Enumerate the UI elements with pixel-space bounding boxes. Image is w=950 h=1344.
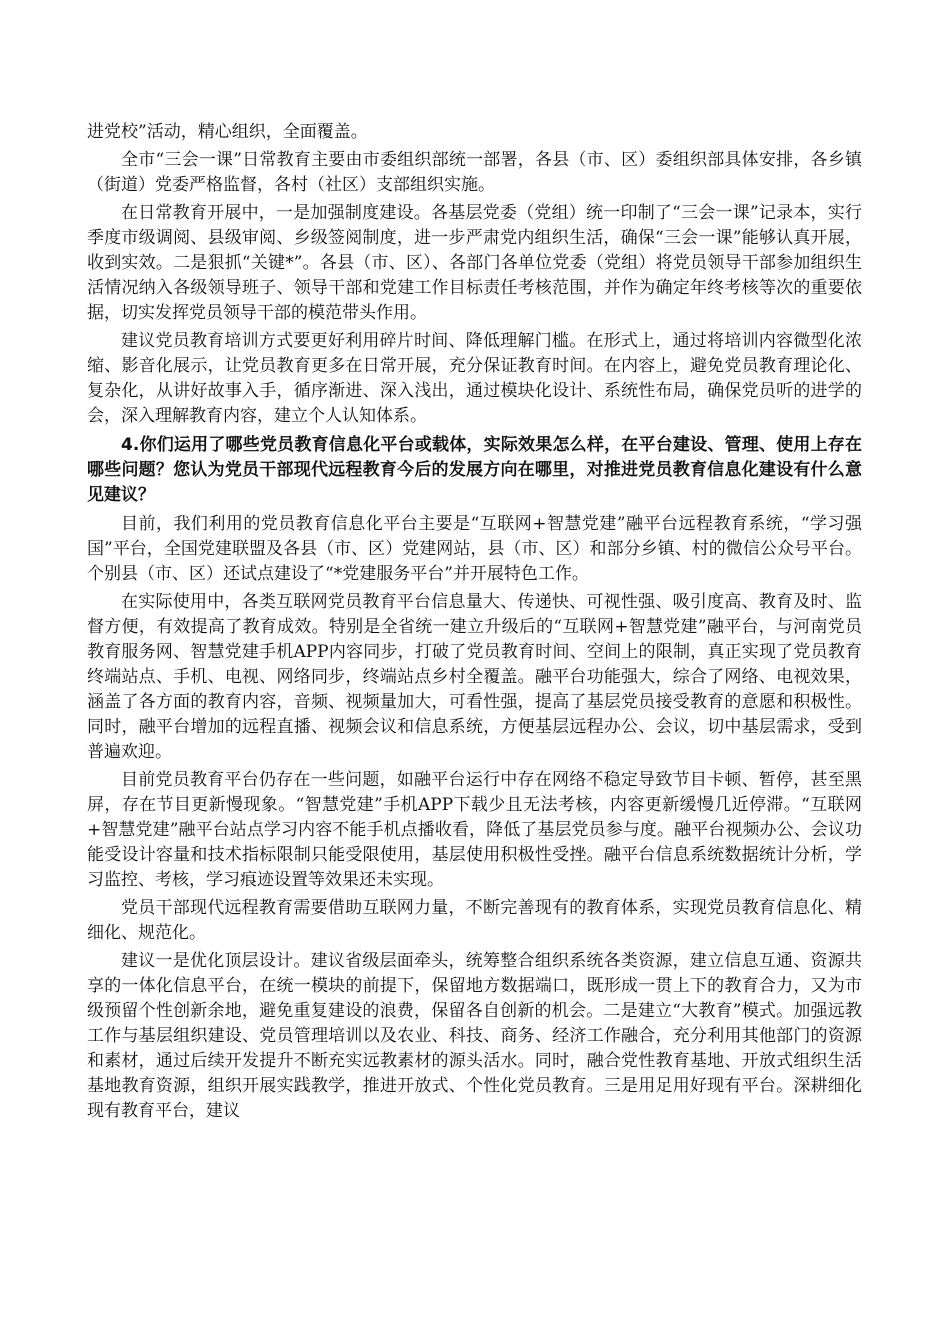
question-heading: 4.你们运用了哪些党员教育信息化平台或载体，实际效果怎么样，在平台建设、管理、使用上存在哪些问题？您认为党员干部现代远程教育今后的发展方向在哪里，对推进党员教育信息化建设有什么意见建议？ [87,435,862,505]
paragraph-daily-education: 在日常教育开展中，一是加强制度建设。各基层党委（党组）统一印制了“三会一课”记录本，实行季度市级调阅、县级审阅、乡级签阅制度，进一步严肃党内组织生活，确保“三会一课”能够认真开展，收到实效。二是狠抓“关键*”。各县（市、区）、各部门各单位党委（党组）将党员领导干部参加组织生活情况纳入各级领导班子、领导干部和党建工作目标责任考核范围，并作为确定年终考核等次的重要依据，切实发挥党员领导干部的模范带头作用。 [87,203,862,323]
paragraph-effects: 在实际使用中，各类互联网党员教育平台信息量大、传递快、可视性强、吸引度高、教育及时、监督方便，有效提高了教育成效。特别是全省统一建立升级后的“互联网+智慧党建”融平台，与河南党员教育服务网、智慧党建手机APP内容同步，打破了党员教育时间、空间上的限制，真正实现了党员教育终端站点、手机、电视、网络同步，终端站点乡村全覆盖。融平台功能强大，综合了网络、电视效果，涵盖了各方面的教育内容，音频、视频量加大，可看性强，提高了基层党员接受教育的意愿和积极性。同时，融平台增加的远程直播、视频会议和信息系统，方便基层远程办公、会议，切中基层需求，受到普遍欢迎。 [87,592,862,762]
paragraph-sanhui-yike: 全市“三会一课”日常教育主要由市委组织部统一部署，各县（市、区）委组织部具体安排，各乡镇（街道）党委严格监督，各村（社区）支部组织实施。 [87,150,862,195]
document-body [87,120,862,1127]
paragraph-platforms: 目前，我们利用的党员教育信息化平台主要是“互联网+智慧党建”融平台远程教育系统，“学习强国”平台，全国党建联盟及各县（市、区）党建网站，县（市、区）和部分乡镇、村的微信公众号平台。个别县（市、区）还试点建设了“*党建服务平台”并开展特色工作。 [87,514,862,584]
paragraph-training-suggestion: 建议党员教育培训方式要更好利用碎片时间、降低理解门槛。在形式上，通过将培训内容微型化浓缩、影音化展示，让党员教育更多在日常开展，充分保证教育时间。在内容上，避免党员教育理论化、复杂化，从讲好故事入手，循序渐进、深入浅出，通过模块化设计、系统性布局，确保党员听的进学的会，深入理解教育内容，建立个人认知体系。 [87,331,862,426]
paragraph-continued: 进党校”活动，精心组织，全面覆盖。 [87,122,368,142]
paragraph-suggestions: 建议一是优化顶层设计。建议省级层面牵头，统筹整合组织系统各类资源，建立信息互通、资源共享的一体化信息平台，在统一模块的前提下，保留地方数据端口，既形成一贯上下的教育合力，又为市级预留个性创新余地，避免重复建设的浪费，保留各自创新的机会。二是建立“大教育”模式。加强远教工作与基层组织建设、党员管理培训以及农业、科技、商务、经济工作融合，充分利用其他部门的资源和素材，通过后续开发提升不断充实远教素材的源头活水。同时，融合党性教育基地、开放式组织生活基地教育资源，组织开展实践教学，推进开放式、个性化党员教育。三是用足用好现有平台。深耕细化现有教育平台，建议 [87,951,862,1121]
paragraph-direction: 党员干部现代远程教育需要借助互联网力量，不断完善现有的教育体系，实现党员教育信息化、精细化、规范化。 [87,898,862,943]
paragraph-problems: 目前党员教育平台仍存在一些问题，如融平台运行中存在网络不稳定导致节目卡顿、暂停，甚至黑屏，存在节目更新慢现象。“智慧党建”手机APP下载少且无法考核，内容更新缓慢几近停滞。“互联网+智慧党建”融平台站点学习内容不能手机点播收看，降低了基层党员参与度。融平台视频办公、会议功能受设计容量和技术指标限制只能受限使用，基层使用积极性受挫。融平台信息系统数据统计分析，学习监控、考核，学习痕迹设置等效果还未实现。 [87,770,862,890]
